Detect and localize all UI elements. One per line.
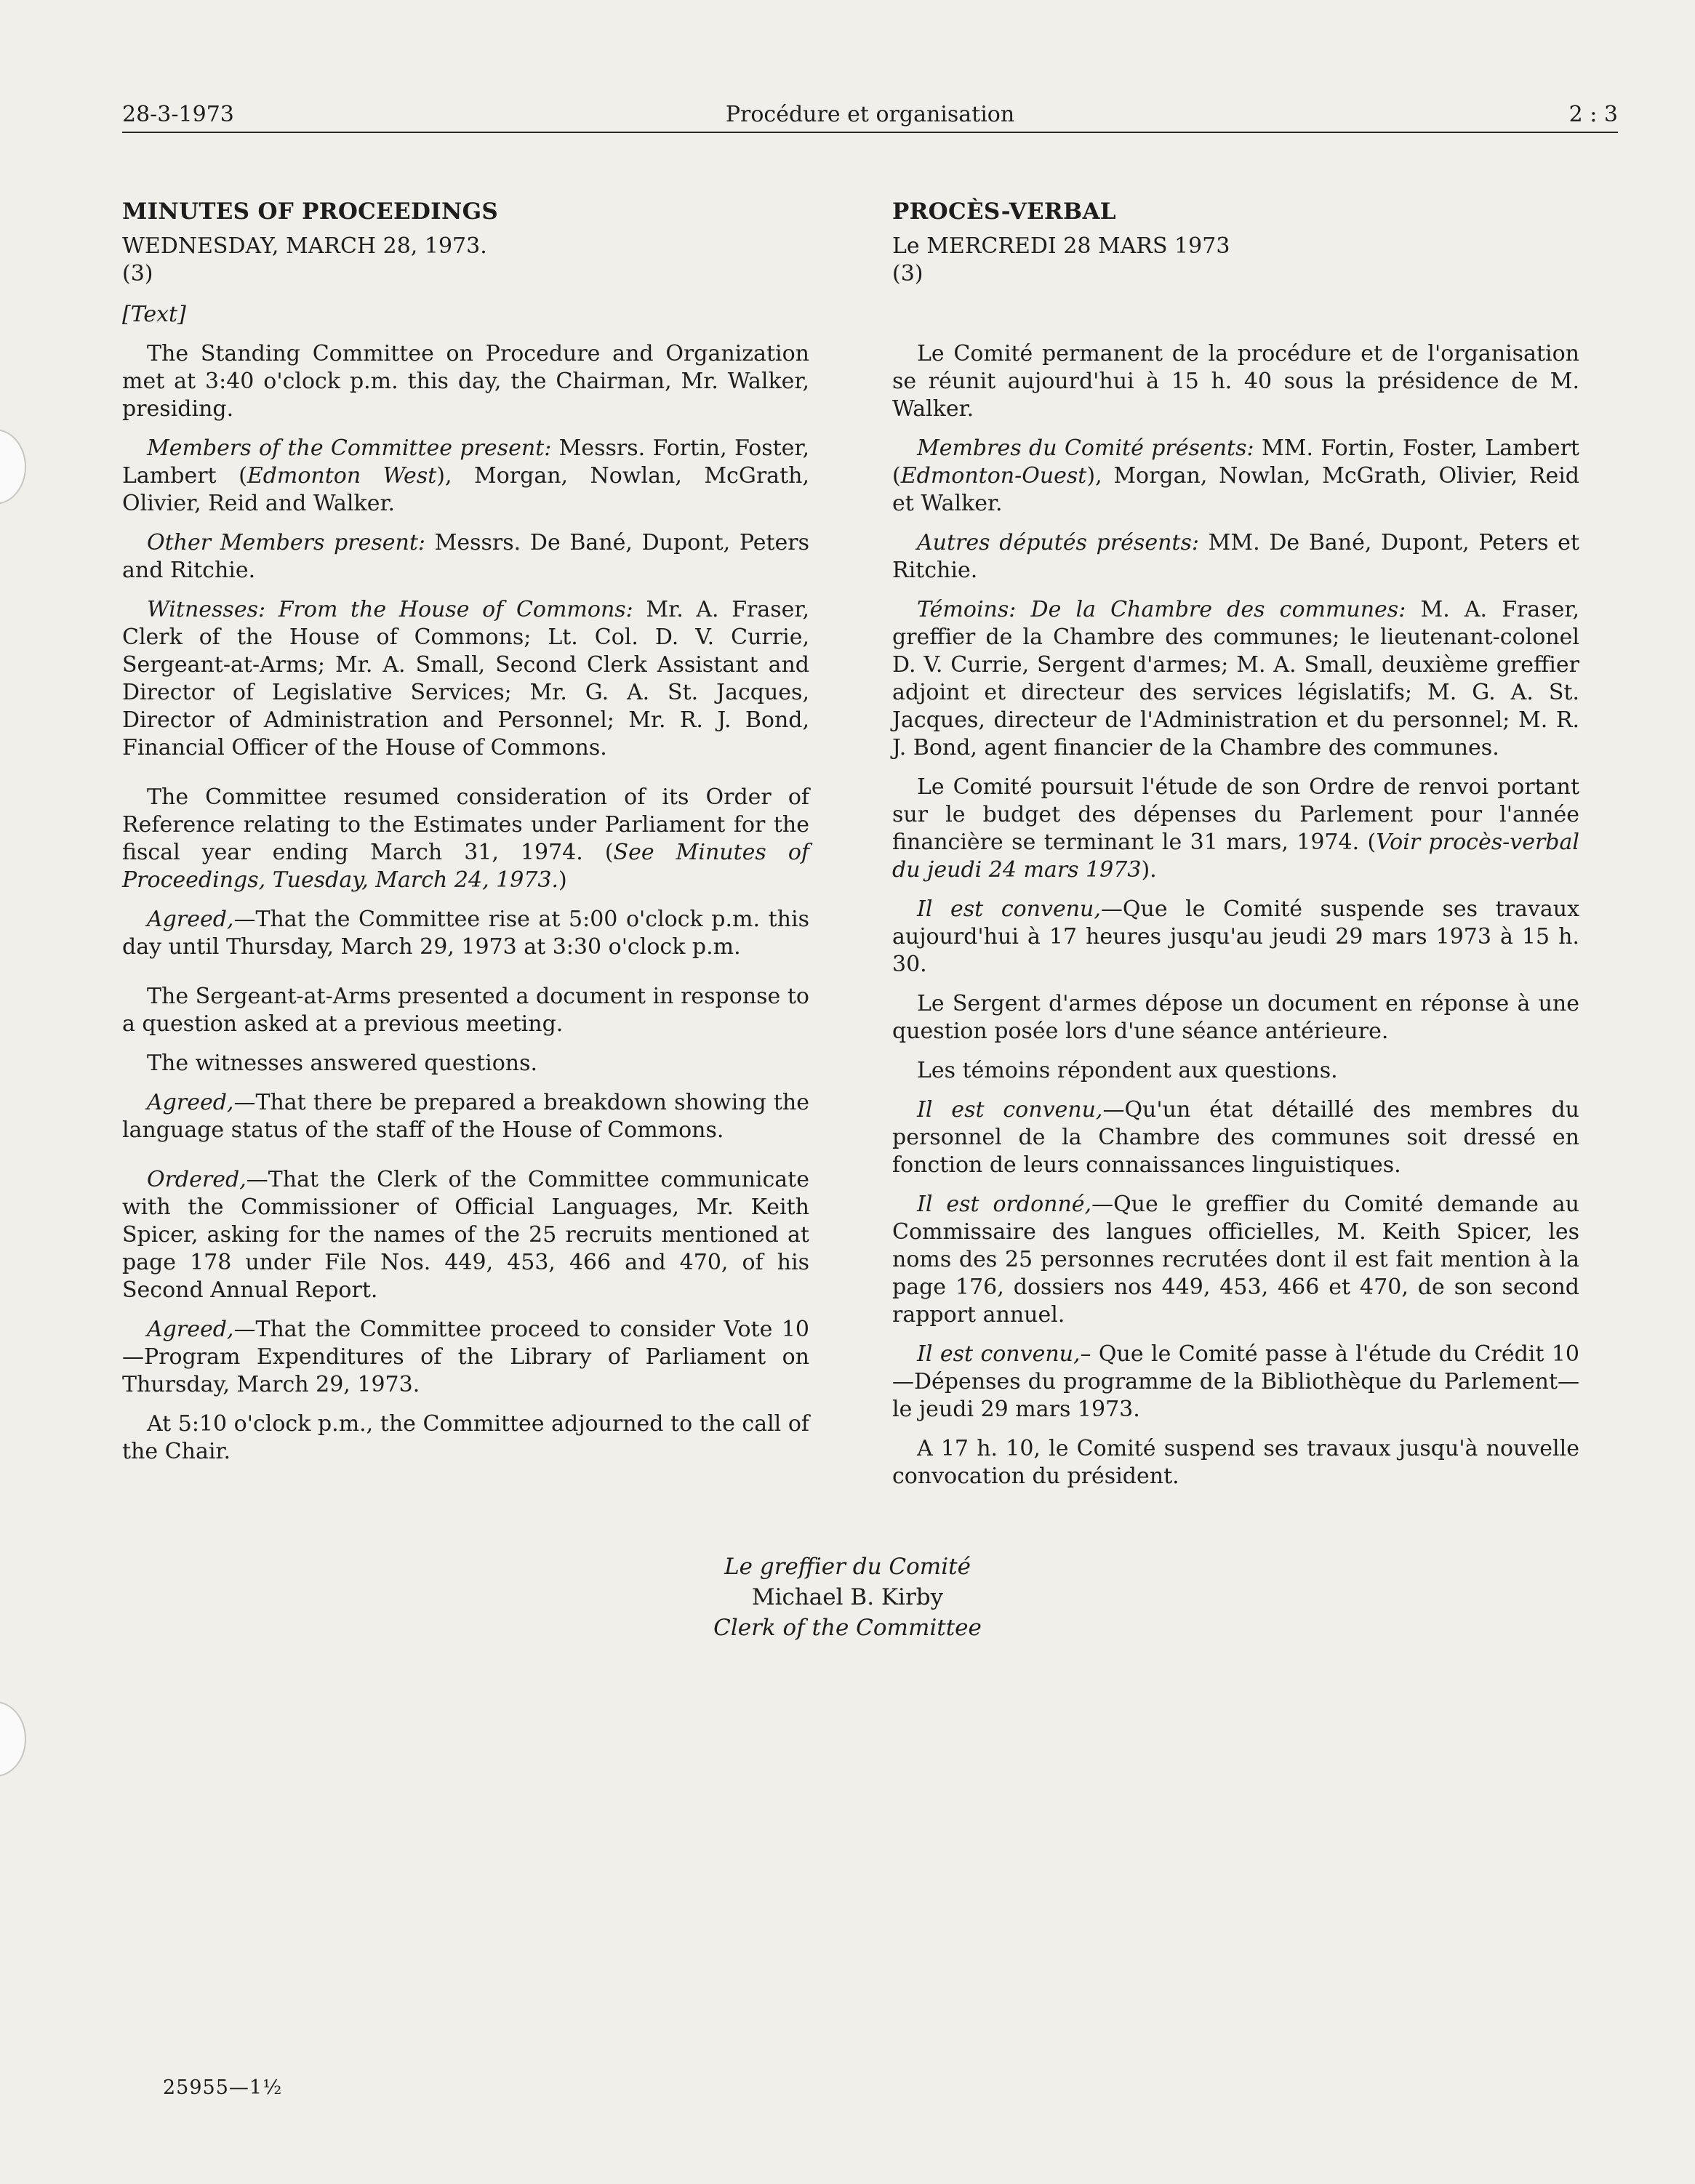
signature-en-title: Clerk of the Committee	[713, 1615, 982, 1641]
french-ordonne: Il est ordonné,—Que le greffier du Comité demande au Commissaire des langues officielles, M. Keith Spicer, les noms des 25 personnes recrutées dont il est fait mention à la page 176, dossiers nos 449, 453, 466 et 470, de son second rapport annuel.	[892, 1192, 1579, 1328]
binder-hole-bottom	[0, 1701, 26, 1777]
french-temoins-repondent: Les témoins répondent aux questions.	[917, 1058, 1338, 1083]
english-agreed-rise: Agreed,—That the Committee rise at 5:00 o'clock p.m. this day until Thursday, March 29, 1973 at 3:30 o'clock p.m.	[122, 907, 809, 960]
english-other-members: Other Members present: Messrs. De Bané, Dupont, Peters and Ritchie.	[122, 530, 809, 583]
english-ordered: Ordered,—That the Clerk of the Committee communicate with the Commissioner of Official Languages, Mr. Keith Spicer, asking for the names of the 25 recruits mentioned at page 178 under File Nos. 449, 453, 466 and 470, of his Second Annual Report.	[122, 1167, 809, 1303]
french-members-present: Membres du Comité présents: MM. Fortin, Foster, Lambert (Edmonton-Ouest), Morgan, Nowlan, McGrath, Olivier, Reid et Walker.	[892, 435, 1579, 516]
french-suspend: A 17 h. 10, le Comité suspend ses travaux jusqu'à nouvelle convocation du président.	[892, 1436, 1579, 1489]
english-adjourned: At 5:10 o'clock p.m., the Committee adjourned to the call of the Chair.	[122, 1411, 809, 1464]
french-other-members: Autres députés présents: MM. De Bané, Dupont, Peters et Ritchie.	[892, 530, 1579, 583]
english-dateline: WEDNESDAY, MARCH 28, 1973.	[122, 233, 487, 259]
french-convenu-suspend: Il est convenu,—Que le Comité suspende ses travaux aujourd'hui à 17 heures jusqu'au jeudi 29 mars 1973 à 15 h. 30.	[892, 896, 1579, 977]
english-witnesses-answered: The witnesses answered questions.	[147, 1051, 538, 1076]
french-meeting-number: (3)	[892, 261, 923, 286]
english-resumed: The Committee resumed consideration of its Order of Reference relating to the Estimates under Parliament for the fiscal year ending March 31, 1974. (See Minutes of Proceedings, Tuesday, March 24, 1973.)	[122, 784, 809, 893]
text-tag: [Text]	[122, 302, 186, 327]
footer-code: 25955—1½	[163, 2076, 283, 2099]
french-resumed: Le Comité poursuit l'étude de son Ordre de renvoi portant sur le budget des dépenses du Parlement pour l'année financière se terminant le 31 mars, 1974. (Voir procès-verbal du jeudi 24 mars 1973).	[892, 774, 1579, 883]
signature-name: Michael B. Kirby	[751, 1584, 944, 1610]
english-column	[122, 198, 809, 1477]
english-sergeant-document: The Sergeant-at-Arms presented a document in response to a question asked at a previous meeting.	[122, 984, 809, 1037]
french-convenu-etat: Il est convenu,—Qu'un état détaillé des membres du personnel de la Chambre des communes soit dressé en fonction de leurs connaissances linguistiques.	[892, 1097, 1579, 1178]
english-agreed-breakdown: Agreed,—That there be prepared a breakdown showing the language status of the staff of the House of Commons.	[122, 1090, 809, 1143]
header-date: 28-3-1973	[122, 102, 234, 127]
header-page-number: 2 : 3	[1568, 102, 1618, 127]
english-agreed-vote: Agreed,—That the Committee proceed to consider Vote 10—Program Expenditures of the Library of Parliament on Thursday, March 29, 1973.	[122, 1317, 809, 1397]
signature-fr-title: Le greffier du Comité	[724, 1554, 971, 1580]
french-spacer	[892, 301, 1579, 329]
signature-block	[0, 1551, 1695, 1643]
french-heading: PROCÈS-VERBAL	[892, 198, 1116, 225]
english-meeting-number: (3)	[122, 261, 153, 286]
page-header	[122, 98, 1618, 133]
french-dateline: Le MERCREDI 28 MARS 1973	[892, 233, 1230, 259]
binder-hole-top	[0, 429, 26, 505]
english-opening: The Standing Committee on Procedure and Organization met at 3:40 o'clock p.m. this day, the Chairman, Mr. Walker, presiding.	[122, 341, 809, 422]
french-witnesses: Témoins: De la Chambre des communes: M. A. Fraser, greffier de la Chambre des communes; le lieutenant-colonel D. V. Currie, Sergent d'armes; M. A. Small, deuxième greffier adjoint et directeur des services législatifs; M. G. A. St. Jacques, directeur de l'Administration et du personnel; M. R. J. Bond, agent financier de la Chambre des communes.	[892, 597, 1580, 760]
english-members-present: Members of the Committee present: Messrs. Fortin, Foster, Lambert (Edmonton West), Morgan, Nowlan, McGrath, Olivier, Reid and Walker.	[122, 435, 809, 516]
french-opening: Le Comité permanent de la procédure et de l'organisation se réunit aujourd'hui à 15 h. 40 sous la présidence de M. Walker.	[892, 341, 1579, 422]
english-witnesses: Witnesses: From the House of Commons: Mr. A. Fraser, Clerk of the House of Commons; Lt. Col. D. V. Currie, Sergeant-at-Arms; Mr. A. Small, Second Clerk Assistant and Director of Legislative Services; Mr. G. A. St. Jacques, Director of Administration and Personnel; Mr. R. J. Bond, Financial Officer of the House of Commons.	[122, 597, 809, 760]
english-heading: MINUTES OF PROCEEDINGS	[122, 198, 499, 225]
french-convenu-credit: Il est convenu,– Que le Comité passe à l'étude du Crédit 10—Dépenses du programme de la Bibliothèque du Parlement—le jeudi 29 mars 1973.	[892, 1341, 1580, 1422]
french-column	[892, 198, 1579, 1502]
french-sergent-document: Le Sergent d'armes dépose un document en réponse à une question posée lors d'une séance antérieure.	[892, 991, 1579, 1044]
header-title: Procédure et organisation	[725, 102, 1015, 127]
